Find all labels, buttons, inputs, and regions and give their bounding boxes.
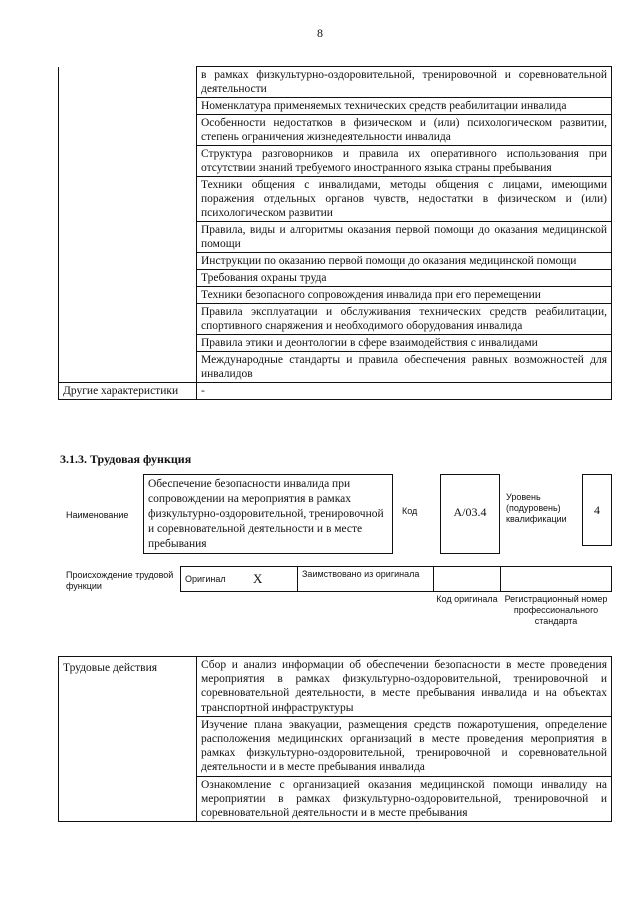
knowledge-item: Международные стандарты и правила обеспечения равных возможностей для инвалидов <box>197 352 612 383</box>
reg-caption: Регистрационный номер профессионального стандарта <box>504 594 608 626</box>
origin-label: Происхождение трудовой функции <box>66 570 174 591</box>
knowledge-label-cell <box>59 67 197 383</box>
table-row <box>59 657 612 717</box>
action-item: Изучение плана эвакуации, размещения средств пожаротушения, определение расположения медицинских организаций в месте проведения мероприятия в рамках физкультурно-оздоровительной, тренировочной и соревновательной деятельности и в месте пребывания инвалида <box>197 716 612 776</box>
function-name-value: Обеспечение безопасности инвалида при сопровождении на мероприятия в рамках физкультурно-оздоровительной, тренировочной и соревновательной деятельности и в месте пребывания <box>148 478 384 550</box>
table-row <box>59 383 612 400</box>
level-box <box>582 474 612 546</box>
original-code-box <box>433 566 501 592</box>
actions-table <box>58 656 612 822</box>
other-characteristics-value: - <box>197 383 612 400</box>
other-characteristics-label: Другие характеристики <box>59 383 197 400</box>
knowledge-item: Номенклатура применяемых технических средств реабилитации инвалида <box>197 98 612 115</box>
name-label: Наименование <box>66 510 129 520</box>
knowledge-item: в рамках физкультурно-оздоровительной, тренировочной и соревновательной деятельности <box>197 67 612 98</box>
original-box <box>180 566 298 592</box>
knowledge-item: Правила этики и деонтологии в сфере взаимодействия с инвалидами <box>197 335 612 352</box>
page-number: 8 <box>317 26 323 40</box>
original-label: Оригинал <box>185 574 226 584</box>
knowledge-table <box>58 66 612 400</box>
action-item: Ознакомление с организацией оказания медицинской помощи инвалиду на мероприятии в рамках физкультурно-оздоровительной, тренировочной и соревновательной деятельности и в месте пребывания <box>197 776 612 822</box>
reg-number-box <box>500 566 612 592</box>
knowledge-item: Техники безопасного сопровождения инвалида при его перемещении <box>197 287 612 304</box>
borrowed-label: Заимствовано из оригинала <box>302 569 420 579</box>
knowledge-item: Техники общения с инвалидами, методы общения с лицами, имеющими поражения отдельных органов чувств, недостатки в физическом и (или) психологическом развитии <box>197 177 612 222</box>
knowledge-item: Особенности недостатков в физическом и (или) психологическом развитии, степень ограничения жизнедеятельности инвалида <box>197 115 612 146</box>
action-item: Сбор и анализ информации об обеспечении безопасности в месте проведения мероприятия в рамках физкультурно-оздоровительной, тренировочной и соревновательной деятельности, в месте пребывания инвалида и на объектах транспортной инфраструктуры <box>197 657 612 717</box>
knowledge-item: Правила, виды и алгоритмы оказания первой помощи до оказания медицинской помощи <box>197 222 612 253</box>
function-code-value: A/03.4 <box>453 505 487 519</box>
function-name-box <box>143 474 393 554</box>
knowledge-item: Требования охраны труда <box>197 270 612 287</box>
knowledge-item: Структура разговорников и правила их оперативного использования при отсутствии знаний требуемого иностранного языка страны пребывания <box>197 146 612 177</box>
actions-label: Трудовые действия <box>59 657 197 822</box>
function-code-box <box>440 474 500 554</box>
original-mark: X <box>253 571 263 586</box>
table-row <box>59 67 612 98</box>
code-caption: Код оригинала <box>436 594 498 604</box>
level-value: 4 <box>594 503 600 517</box>
level-label: Уровень (подуровень) квалификации <box>506 492 567 524</box>
section-title: 3.1.3. Трудовая функция <box>60 452 192 466</box>
knowledge-item: Правила эксплуатации и обслуживания технических средств реабилитации, спортивного снаряжения и необходимого оборудования инвалида <box>197 304 612 335</box>
code-label: Код <box>402 506 418 516</box>
borrowed-box <box>297 566 434 592</box>
knowledge-item: Инструкции по оказанию первой помощи до оказания медицинской помощи <box>197 253 612 270</box>
